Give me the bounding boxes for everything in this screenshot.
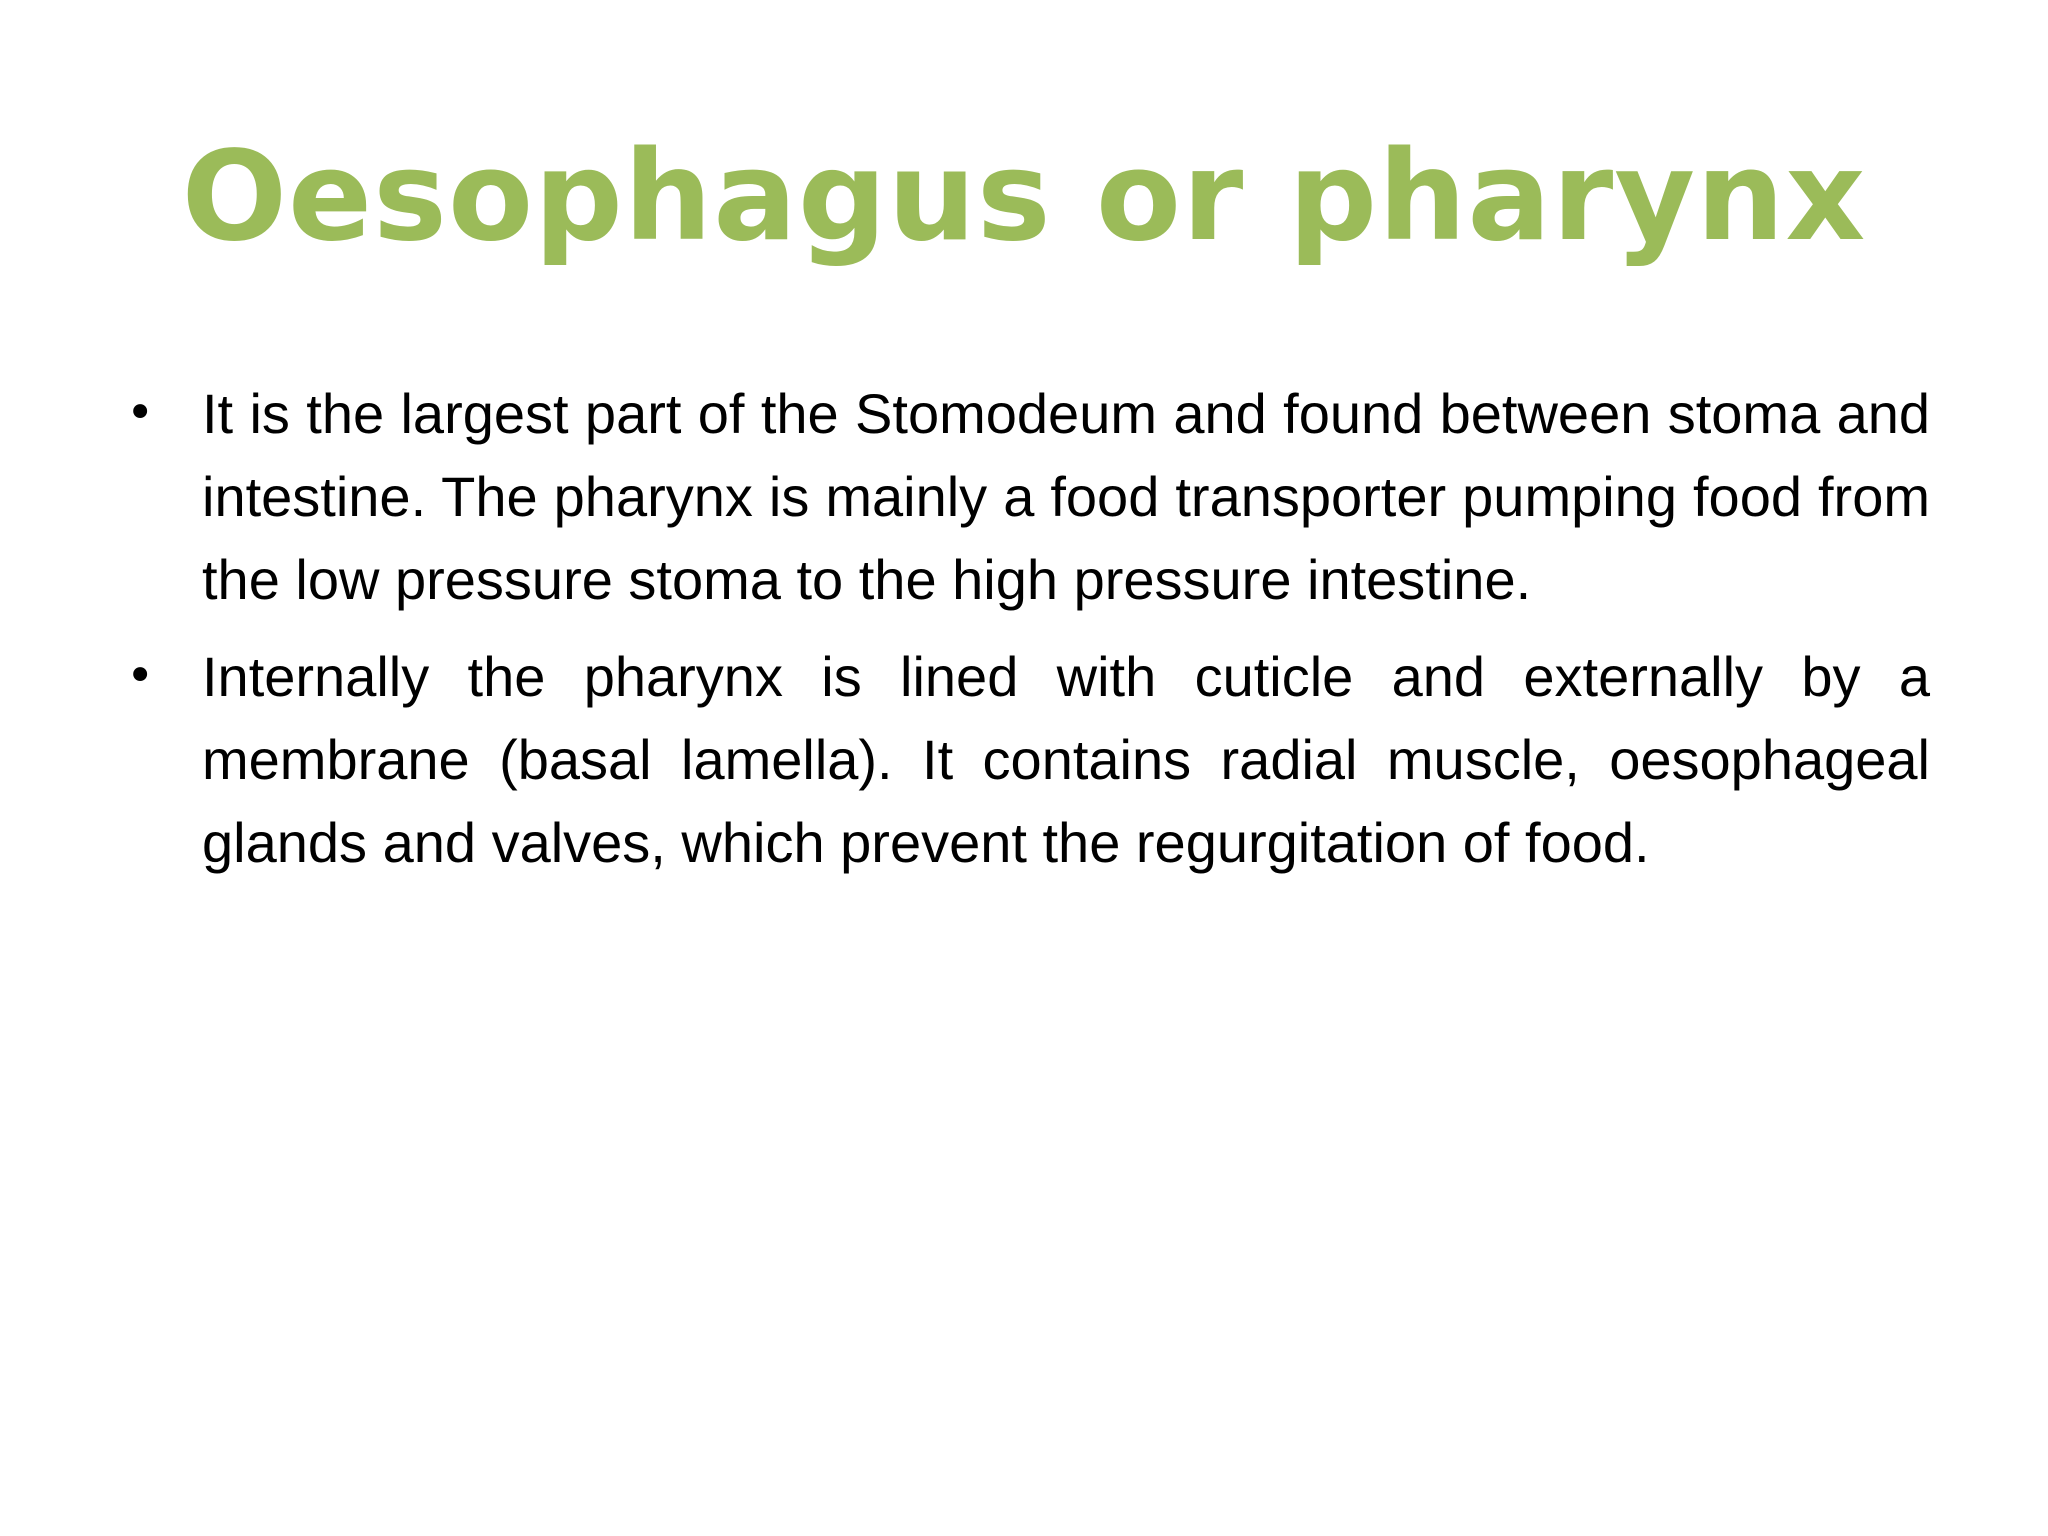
bullet-dot-icon: • <box>126 648 155 704</box>
bullet-text: Internally the pharynx is lined with cuticle and externally by a membrane (basal lamella). It contains radial muscle, oesophageal glands and valves, which prevent the regurgitation of food. <box>202 645 1930 874</box>
bullet-item <box>122 635 1930 884</box>
bullet-text: It is the largest part of the Stomodeum and found between stoma and intestine. The pharynx is mainly a food transporter pumping food from the low pressure stoma to the high pressure intestine. <box>202 382 1930 611</box>
bullet-list <box>122 372 1930 898</box>
slide-title: Oesophagus or pharynx <box>181 125 1867 269</box>
bullet-item <box>122 372 1930 621</box>
bullet-dot-icon: • <box>126 385 155 441</box>
